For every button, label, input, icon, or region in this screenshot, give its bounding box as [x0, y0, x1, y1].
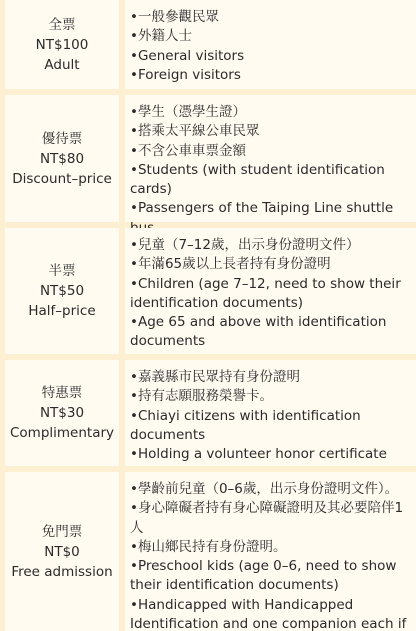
ticket-type-cell	[5, 0, 119, 89]
ticket-type-cell	[5, 472, 119, 631]
eligibility-item: •Chiayi citizens with identification documents	[130, 407, 361, 443]
eligibility-item: •一般參觀民眾	[130, 9, 219, 25]
eligibility-item: •Preschool kids (age 0–6, need to show their identification documents)	[130, 558, 397, 594]
eligibility-item: •外籍人士	[130, 28, 192, 45]
eligibility-item: •Students (with student identification cards)	[130, 161, 385, 198]
eligibility-item: •Holding a volunteer honor certificate	[130, 446, 387, 463]
ticket-name-en: Adult	[44, 56, 80, 73]
ticket-row-adult	[5, 0, 416, 89]
ticket-eligibility-cell	[125, 228, 416, 354]
ticket-row-free-admission	[5, 472, 416, 631]
eligibility-item: •Age 65 and above with identification documents	[130, 314, 387, 350]
eligibility-item: •學齡前兒童（0–6歲，出示身份證明文件）。	[130, 481, 399, 497]
ticket-eligibility-cell	[125, 0, 416, 89]
eligibility-item: •兒童（7–12歲，出示身份證明文件）	[130, 237, 360, 253]
ticket-name-en: Free admission	[11, 564, 113, 580]
ticket-price: NT$50	[39, 283, 85, 299]
eligibility-item: •嘉義縣市民眾持有身份證明	[130, 369, 300, 385]
eligibility-item: •持有志願服務榮譽卡。	[130, 388, 273, 405]
ticket-eligibility-cell	[125, 95, 416, 222]
eligibility-item: •學生（憑學生證）	[130, 104, 246, 120]
ticket-type-cell	[5, 95, 119, 222]
ticket-name-zh: 全票	[48, 16, 76, 33]
eligibility-item: •Foreign visitors	[130, 66, 241, 83]
ticket-price: NT$80	[39, 150, 85, 167]
eligibility-item: •身心障礙者持有身心障礙證明及其必要陪伴1人	[130, 500, 404, 536]
eligibility-item: •Handicapped with Handicapped Identification and one companion each if	[130, 596, 407, 631]
eligibility-item: •年滿65歲以上長者持有身份證明	[130, 256, 331, 273]
ticket-price: NT$100	[35, 36, 89, 53]
eligibility-item: •Children (age 7–12, need to show their identification documents)	[130, 275, 401, 311]
eligibility-item: •梅山鄉民持有身份證明。	[130, 538, 287, 555]
ticket-name-en: Complimentary	[9, 425, 115, 441]
eligibility-item: •Passengers of the Taiping Line shuttle	[130, 200, 394, 217]
ticket-eligibility-cell	[125, 360, 416, 466]
ticket-row-complimentary	[5, 360, 416, 466]
ticket-name-zh: 優待票	[41, 130, 83, 147]
ticket-price: NT$30	[39, 405, 85, 421]
ticket-name-en: Half–price	[28, 303, 96, 319]
ticket-eligibility-cell	[125, 472, 416, 631]
ticket-type-cell	[5, 228, 119, 354]
eligibility-item: •General visitors	[130, 47, 245, 64]
ticket-name-en: Discount–price	[12, 170, 112, 187]
eligibility-item: •搭乘太平線公車民眾	[130, 123, 260, 140]
ticket-row-discount	[5, 95, 416, 222]
ticket-price: NT$0	[44, 544, 80, 560]
eligibility-item: •不含公車車票金額	[130, 142, 246, 159]
ticket-row-half-price	[5, 228, 416, 354]
ticket-type-cell	[5, 360, 119, 466]
ticket-name-zh: 半票	[48, 263, 76, 279]
ticket-name-zh: 免門票	[41, 524, 83, 540]
ticket-name-zh: 特惠票	[41, 385, 83, 401]
